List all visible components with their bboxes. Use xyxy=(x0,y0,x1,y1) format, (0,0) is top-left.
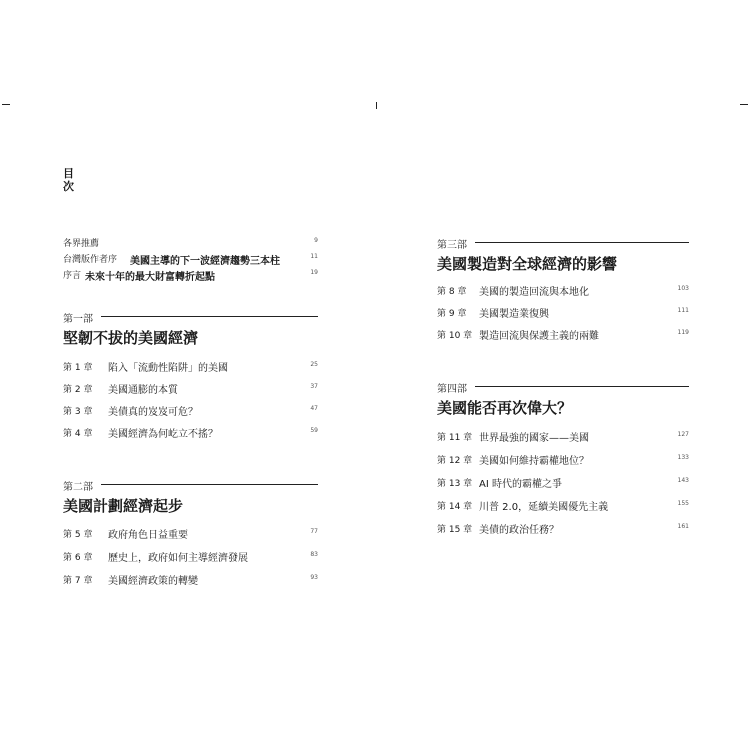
chapter-page: 133 xyxy=(677,454,689,461)
toc-heading xyxy=(63,167,74,193)
chapter-row xyxy=(437,521,689,537)
chapter-number: 第 14 章 xyxy=(437,502,473,512)
chapter-number: 第 2 章 xyxy=(63,385,93,395)
chapter-number: 第 15 章 xyxy=(437,525,473,535)
chapter-page: 119 xyxy=(677,329,689,336)
part-title: 堅韌不拔的美國經濟 xyxy=(63,329,199,347)
chapter-number: 第 7 章 xyxy=(63,576,93,586)
crop-mark-right xyxy=(740,104,748,105)
chapter-number: 第 9 章 xyxy=(437,309,467,319)
crop-mark-center xyxy=(376,102,377,109)
chapter-title: 美債的政治任務？ xyxy=(479,525,559,536)
front-matter-label: 序言 xyxy=(63,271,82,281)
chapter-number: 第 5 章 xyxy=(63,530,93,540)
chapter-page: 127 xyxy=(677,431,689,438)
chapter-page: 161 xyxy=(677,523,689,530)
chapter-row xyxy=(437,283,689,299)
part-1 xyxy=(63,310,318,450)
chapter-number: 第 13 章 xyxy=(437,479,473,489)
front-matter-row xyxy=(63,268,318,284)
front-matter-title: 美國主導的下一波經濟趨勢三本柱 xyxy=(130,256,280,267)
chapter-row xyxy=(63,359,318,375)
part-label: 第四部 xyxy=(437,384,467,395)
chapter-title: 美國製造業復興 xyxy=(479,309,549,320)
front-matter-label: 台灣版作者序 xyxy=(63,255,118,265)
part-2 xyxy=(63,478,318,598)
part-title: 美國能否再次偉大？ xyxy=(437,399,573,417)
front-matter-label: 各界推薦 xyxy=(63,239,100,249)
chapter-number: 第 1 章 xyxy=(63,363,93,373)
part-rule xyxy=(475,386,689,387)
chapter-title: 政府角色日益重要 xyxy=(108,530,188,541)
part-rule xyxy=(101,484,318,485)
chapter-number: 第 8 章 xyxy=(437,287,467,297)
chapter-number: 第 3 章 xyxy=(63,407,93,417)
part-title: 美國製造對全球經濟的影響 xyxy=(437,255,618,273)
chapter-page: 143 xyxy=(677,477,689,484)
chapter-row xyxy=(437,429,689,445)
chapter-title: 世界最強的國家——美國 xyxy=(479,433,589,444)
chapter-title: 美國通膨的本質 xyxy=(108,385,178,396)
chapter-row xyxy=(437,305,689,321)
chapter-number: 第 12 章 xyxy=(437,456,473,466)
chapter-title: 美國的製造回流與本地化 xyxy=(479,287,589,298)
chapter-title: 美國經濟政策的轉變 xyxy=(108,576,198,587)
chapter-title: 川普 2.0，延續美國優先主義 xyxy=(479,502,609,513)
part-3 xyxy=(437,236,689,346)
chapter-page: 59 xyxy=(310,427,318,434)
chapter-title: 美國經濟為何屹立不搖？ xyxy=(108,429,218,440)
front-matter-page: 19 xyxy=(310,269,318,276)
chapter-row xyxy=(63,572,318,588)
chapter-title: 美債真的岌岌可危？ xyxy=(108,407,198,418)
part-rule xyxy=(101,316,318,317)
part-label: 第三部 xyxy=(437,240,467,251)
part-label: 第二部 xyxy=(63,482,93,493)
chapter-page: 103 xyxy=(677,285,689,292)
chapter-row xyxy=(63,425,318,441)
chapter-title: AI 時代的霸權之爭 xyxy=(479,479,562,490)
front-matter-page: 9 xyxy=(314,237,318,244)
chapter-row xyxy=(437,327,689,343)
chapter-title: 製造回流與保護主義的兩難 xyxy=(479,331,599,342)
chapter-row xyxy=(437,498,689,514)
chapter-row xyxy=(437,475,689,491)
chapter-row xyxy=(63,381,318,397)
toc-heading-char-1: 目 xyxy=(63,167,74,180)
toc-heading-char-2: 次 xyxy=(63,180,74,193)
chapter-page: 25 xyxy=(310,361,318,368)
chapter-title: 歷史上，政府如何主導經濟發展 xyxy=(108,553,248,564)
front-matter-page: 11 xyxy=(310,253,318,260)
chapter-row xyxy=(63,403,318,419)
front-matter-title: 未來十年的最大財富轉折起點 xyxy=(85,272,215,283)
chapter-title: 陷入「流動性陷阱」的美國 xyxy=(108,363,228,374)
chapter-page: 111 xyxy=(677,307,689,314)
part-label: 第一部 xyxy=(63,314,93,325)
chapter-page: 93 xyxy=(310,574,318,581)
chapter-row xyxy=(437,452,689,468)
front-matter-row xyxy=(63,236,318,252)
chapter-row xyxy=(63,549,318,565)
chapter-page: 47 xyxy=(310,405,318,412)
chapter-page: 83 xyxy=(310,551,318,558)
crop-mark-left xyxy=(2,104,10,105)
chapter-number: 第 10 章 xyxy=(437,331,473,341)
front-matter-row xyxy=(63,252,318,268)
part-rule xyxy=(475,242,689,243)
chapter-page: 37 xyxy=(310,383,318,390)
chapter-number: 第 4 章 xyxy=(63,429,93,439)
part-4 xyxy=(437,380,689,540)
chapter-number: 第 11 章 xyxy=(437,433,473,443)
chapter-page: 155 xyxy=(677,500,689,507)
chapter-page: 77 xyxy=(310,528,318,535)
chapter-row xyxy=(63,526,318,542)
chapter-title: 美國如何維持霸權地位？ xyxy=(479,456,589,467)
chapter-number: 第 6 章 xyxy=(63,553,93,563)
part-title: 美國計劃經濟起步 xyxy=(63,497,184,515)
